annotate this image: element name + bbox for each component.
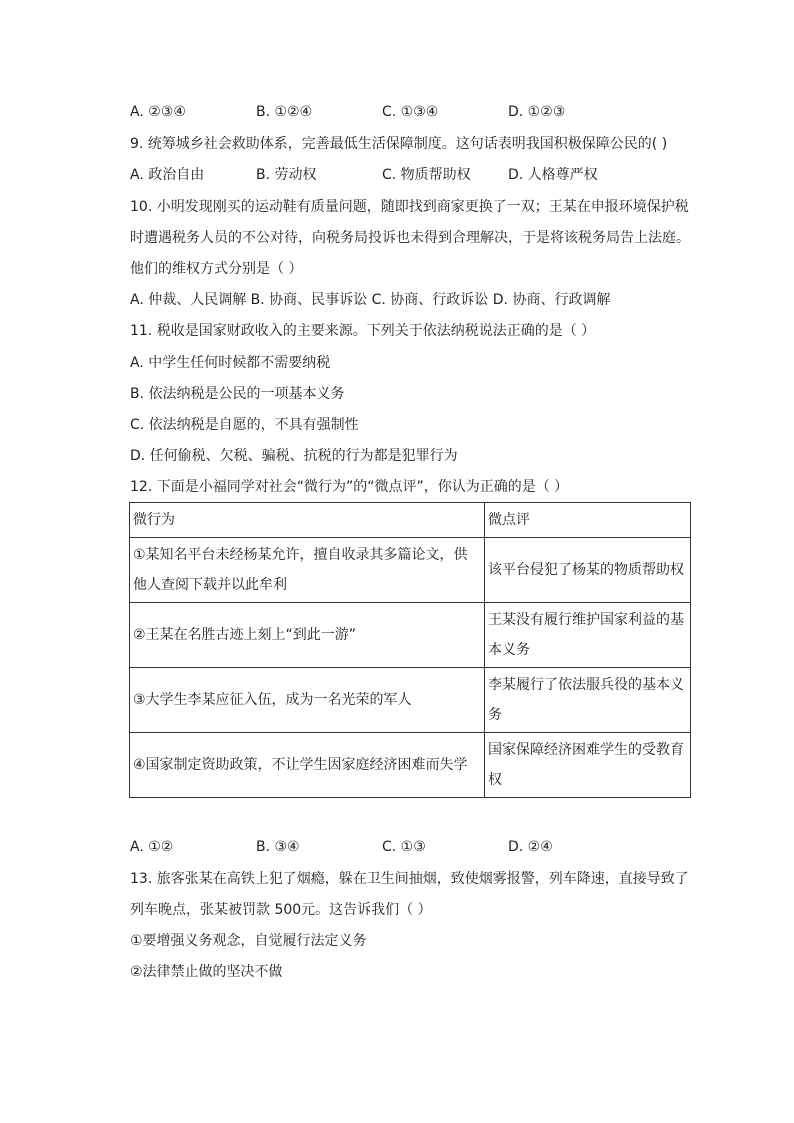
table-cell-comment: 国家保障经济困难学生的受教育权 [485,733,691,798]
q12-table [129,502,691,798]
table-cell-comment: 王某没有履行维护国家利益的基本义务 [485,603,691,668]
q9-option-b: B. 劳动权 [256,167,317,183]
table-header-row [130,503,691,538]
table-cell-behavior: ①某知名平台未经杨某允许，擅自收录其多篇论文，供他人查阅下载并以此牟利 [130,538,485,603]
q10-stem-line-1: 10. 小明发现刚买的运动鞋有质量问题，随即找到商家更换了一双；王某在申报环境保护税 [130,199,689,215]
q8-option-d: D. ①②③ [508,104,566,120]
q9-option-d: D. 人格尊严权 [508,167,598,183]
q11-option-d: D. 任何偷税、欠税、骗税、抗税的行为都是犯罪行为 [130,448,458,464]
q11-option-a: A. 中学生任何时候都不需要纳税 [130,355,331,371]
q10-stem-line-3: 他们的维权方式分别是（ ） [130,261,303,277]
q13-stem-line-1: 13. 旅客张某在高铁上犯了烟瘾，躲在卫生间抽烟，致使烟雾报警，列车降速，直接导致了 [130,871,689,887]
table-cell-comment: 李某履行了依法服兵役的基本义务 [485,668,691,733]
table-row [130,538,691,603]
q8-option-a: A. ②③④ [130,104,186,120]
q13-stem-line-2: 列车晚点，张某被罚款 500元。这告诉我们（ ） [130,902,432,918]
q8-options [130,102,690,122]
q10-stem-line-2: 时遭遇税务人员的不公对待，向税务局投诉也未得到合理解决，于是将该税务局告上法庭。 [130,230,690,246]
q12-option-d: D. ②④ [508,839,553,855]
q13-item-2: ②法律禁止做的坚决不做 [130,964,283,980]
q12-options [130,837,690,857]
q12-option-c: C. ①③ [382,839,426,855]
q13-item-1: ①要增强义务观念，自觉履行法定义务 [130,933,367,949]
q9-options [130,165,690,185]
table-row [130,733,691,798]
table-cell-comment: 该平台侵犯了杨某的物质帮助权 [485,538,691,603]
q9-option-a: A. 政治自由 [130,167,205,183]
table-cell-behavior: ②王某在名胜古迹上刻上“到此一游” [130,603,485,668]
q8-option-b: B. ①②④ [256,104,313,120]
q9-stem: 9. 统筹城乡社会救助体系，完善最低生活保障制度。这句话表明我国积极保障公民的( ) [130,136,668,152]
q9-option-c: C. 物质帮助权 [382,167,471,183]
q12-option-b: B. ③④ [256,839,300,855]
table-cell-behavior: ④国家制定资助政策，不让学生因家庭经济困难而失学 [130,733,485,798]
q11-option-c: C. 依法纳税是自愿的，不具有强制性 [130,417,359,433]
table-header-behavior: 微行为 [130,503,485,538]
q12-stem: 12. 下面是小福同学对社会“微行为”的“微点评”，你认为正确的是（ ） [130,479,569,495]
q12-option-a: A. ①② [130,839,174,855]
table-header-comment: 微点评 [485,503,691,538]
q8-option-c: C. ①③④ [382,104,439,120]
q11-stem: 11. 税收是国家财政收入的主要来源。下列关于依法纳税说法正确的是（ ） [130,323,596,339]
q10-options: A. 仲裁、人民调解 B. 协商、民事诉讼 C. 协商、行政诉讼 D. 协商、行政调解 [130,292,611,308]
table-row [130,603,691,668]
q11-option-b: B. 依法纳税是公民的一项基本义务 [130,386,345,402]
table-cell-behavior: ③大学生李某应征入伍，成为一名光荣的军人 [130,668,485,733]
table-row [130,668,691,733]
